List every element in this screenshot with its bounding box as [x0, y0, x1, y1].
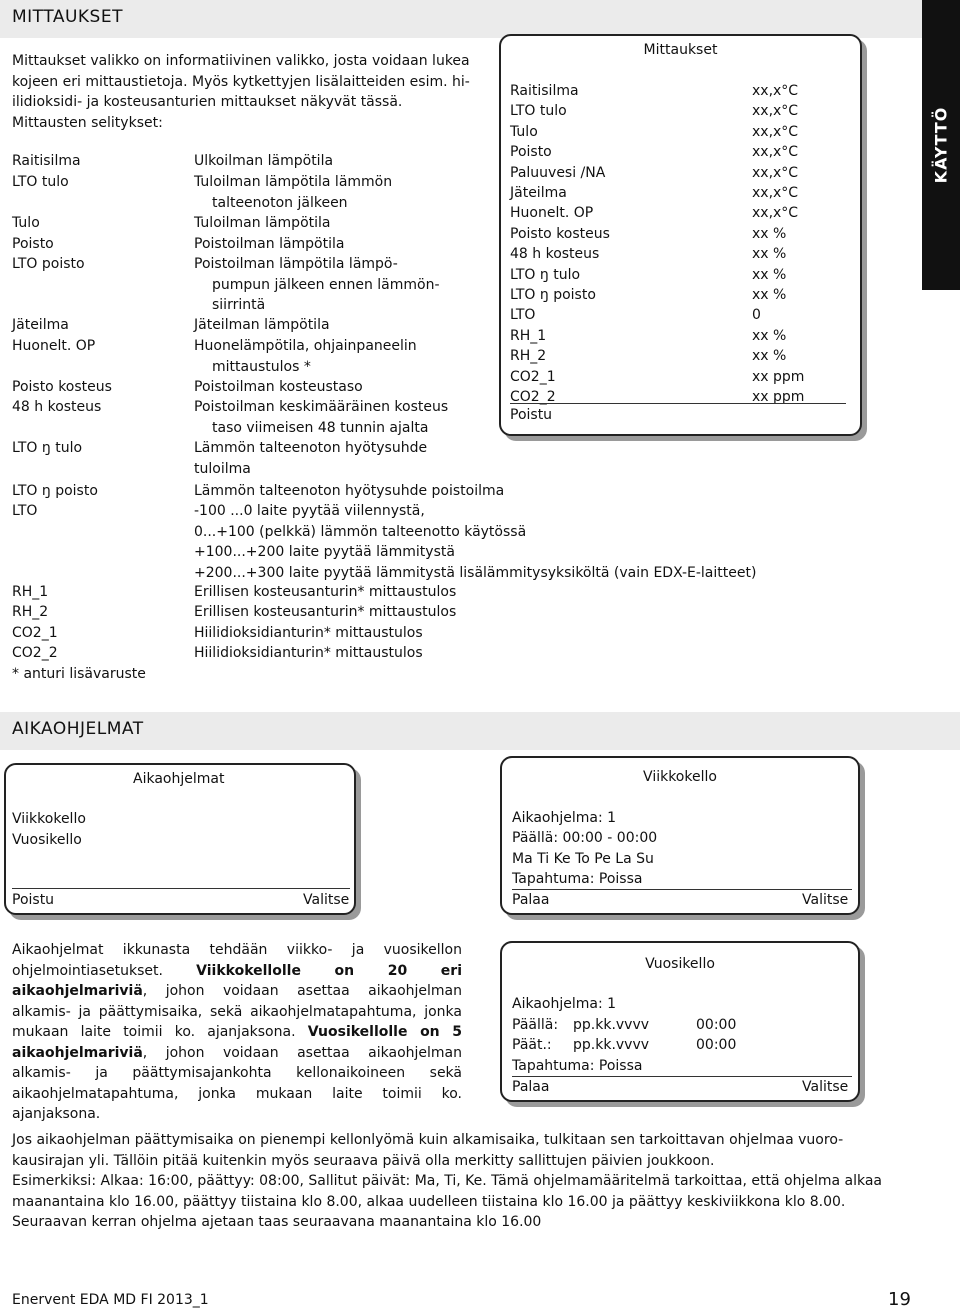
- measurement-label: Poisto: [510, 144, 552, 161]
- definition-desc: Erillisen kosteusanturin* mittaustulos: [194, 584, 457, 600]
- back-button[interactable]: Palaa: [512, 1079, 550, 1095]
- definition-desc: taso viimeisen 48 tunnin ajalta: [212, 419, 429, 436]
- definition-desc: siirrintä: [212, 297, 266, 313]
- footer-doc-id: Enervent EDA MD FI 2013_1: [12, 1292, 209, 1308]
- definition-desc: Poistoilman lämpötila lämpö-: [194, 256, 398, 272]
- definition-desc: Poistoilman keskimääräinen kosteus: [194, 399, 449, 415]
- definition-term: Huonelt. OP: [12, 338, 96, 354]
- screen-title: Vuosikello: [645, 956, 715, 972]
- measurement-value: xx %: [752, 225, 787, 242]
- desc-bold: Vuosikellolle on 5 aikaohjelmariviä: [12, 1024, 462, 1061]
- select-button[interactable]: Valitse: [303, 892, 350, 908]
- measurement-label: Huonelt. OP: [510, 205, 594, 222]
- measurement-label: 48 h kosteus: [510, 246, 600, 263]
- screen-divider: [512, 889, 852, 890]
- intro-line: Mittaukset valikko on informatiivinen valikko, josta voidaan lukea: [12, 53, 470, 69]
- screen-exit-button[interactable]: Poistu: [510, 407, 553, 423]
- definition-desc: mittaustulos *: [212, 358, 311, 375]
- screen-divider: [12, 888, 350, 889]
- exit-button[interactable]: Poistu: [12, 892, 55, 908]
- measurement-label: Jäteilma: [510, 185, 567, 201]
- definition-term: Poisto kosteus: [12, 379, 112, 395]
- measurement-value: xx %: [752, 327, 787, 344]
- off-label: Päät.:: [512, 1037, 552, 1053]
- definition-desc: Tuloilman lämpötila lämmön: [194, 174, 393, 190]
- definition-desc: talteenoton jälkeen: [212, 194, 348, 211]
- definition-desc: Erillisen kosteusanturin* mittaustulos: [194, 604, 457, 620]
- measurement-value: xx,x°C: [752, 83, 799, 99]
- measurement-value: xx,x°C: [752, 144, 799, 161]
- intro-line: kojeen eri mittaustietoja. Myös kytkettyjen lisälaitteiden esim. hi-: [12, 73, 470, 90]
- explanation-line: Esimerkiksi: Alkaa: 16:00, päättyy: 08:00, Sallitut päivät: Ma, Ti, Ke. Tämä ohjelmamääritelmä tarkoittaa, että ohjelma alkaa: [12, 1173, 883, 1189]
- weekdays-line[interactable]: Ma Ti Ke To Pe La Su: [512, 851, 654, 867]
- off-date[interactable]: pp.kk.vvvv: [573, 1037, 650, 1053]
- definition-desc: Ulkoilman lämpötila: [194, 153, 334, 169]
- measurement-value: xx %: [752, 246, 787, 263]
- footnote: * anturi lisävaruste: [12, 666, 146, 682]
- definition-desc: Lämmön talteenoton hyötysuhde poistoilma: [194, 483, 505, 499]
- menu-item-vuosikello[interactable]: Vuosikello: [12, 832, 82, 848]
- measurement-label: RH_1: [510, 327, 547, 344]
- measurement-label: LTO: [510, 307, 536, 324]
- definition-term: Poisto: [12, 236, 54, 252]
- program-line: Aikaohjelma: 1: [512, 810, 617, 826]
- mittaukset-intro: [12, 51, 470, 133]
- measurement-value: xx,x°C: [752, 123, 799, 140]
- off-time[interactable]: 00:00: [696, 1037, 737, 1053]
- screen-title: Viikkokello: [643, 769, 717, 785]
- select-button[interactable]: Valitse: [802, 1079, 849, 1095]
- definition-desc: Huonelämpötila, ohjainpaneelin: [194, 338, 417, 354]
- measurement-label: CO2_1: [510, 368, 556, 385]
- screen-divider: [510, 403, 846, 404]
- measurement-value: 0: [752, 307, 761, 324]
- definition-desc: tuloilma: [194, 460, 251, 477]
- definition-term: 48 h kosteus: [12, 399, 102, 415]
- measurement-label: LTO ŋ tulo: [510, 266, 581, 283]
- measurement-label: Poisto kosteus: [510, 225, 610, 242]
- measurement-value: xx,x°C: [752, 103, 799, 120]
- measurement-value: xx,x°C: [752, 185, 799, 201]
- screen-title: Mittaukset: [643, 42, 718, 58]
- definition-desc: Lämmön talteenoton hyötysuhde: [194, 440, 428, 456]
- measurement-label: RH_2: [510, 348, 547, 365]
- definition-term: RH_2: [12, 604, 49, 620]
- on-label: Päällä:: [512, 1017, 559, 1033]
- measurement-value: xx %: [752, 348, 787, 365]
- legend-heading: Mittausten selitykset:: [12, 114, 163, 131]
- program-line: Aikaohjelma: 1: [512, 996, 617, 1012]
- select-button[interactable]: Valitse: [802, 892, 849, 908]
- on-date[interactable]: pp.kk.vvvv: [573, 1017, 650, 1033]
- desc-text: , johon voidaan asettaa aikaohjelman alkamis- ja päättymisaika, sekä aikaohjelmatapahtuma, jonka mukaan laite toimii ko. ajanjaksona.: [12, 983, 462, 1040]
- explanation-line: maanantaina klo 16.00, päättyy tiistaina klo 8.00, alkaa uudelleen tiistaina klo 16.00 ja päättyy keskiviikkona klo 8.00.: [12, 1193, 846, 1210]
- mittaukset-section-header: [0, 0, 960, 38]
- definition-desc: 0...+100 (pelkkä) lämmön talteenotto käytössä: [194, 523, 527, 540]
- measurement-value: xx ppm: [752, 389, 805, 405]
- measurement-label: LTO tulo: [510, 103, 567, 120]
- definition-desc: -100 ...0 laite pyytää viilennystä,: [194, 503, 425, 519]
- overnight-explanation: [12, 1130, 882, 1233]
- screen-title: Aikaohjelmat: [133, 771, 225, 787]
- measurement-label: CO2_2: [510, 389, 556, 405]
- definition-desc: +200...+300 laite pyytää lämmitystä lisälämmitysyksiköltä (vain EDX-E-laitteet): [194, 564, 757, 581]
- definition-term: LTO: [12, 503, 38, 519]
- kaytto-side-tab: [922, 0, 960, 290]
- mittaukset-title: MITTAUKSET: [12, 7, 123, 27]
- on-time[interactable]: 00:00: [696, 1017, 737, 1033]
- definition-term: LTO tulo: [12, 174, 69, 190]
- definition-desc: Hiilidioksidianturin* mittaustulos: [194, 645, 423, 661]
- definition-desc: Tuloilman lämpötila: [194, 215, 331, 231]
- definition-term: CO2_2: [12, 645, 58, 661]
- definition-desc: Poistoilman kosteustaso: [194, 379, 363, 395]
- screen-divider: [512, 1076, 852, 1077]
- measurement-value: xx,x°C: [752, 164, 799, 181]
- definition-term: RH_1: [12, 584, 49, 600]
- page-number: 19: [888, 1289, 911, 1310]
- explanation-line: Jos aikaohjelman päättymisaika on pienempi kellonlyömä kuin alkamisaika, tulkitaan sen tarkoittavan ohjelmaa vuoro-: [12, 1132, 844, 1148]
- definition-term: LTO poisto: [12, 256, 85, 272]
- viikkokello-screen: [500, 756, 860, 915]
- definition-term: Jäteilma: [12, 317, 69, 333]
- measurement-value: xx,x°C: [752, 205, 799, 222]
- definition-desc: Poistoilman lämpötila: [194, 236, 345, 252]
- vuosikello-screen: [500, 941, 860, 1102]
- definition-desc: Hiilidioksidianturin* mittaustulos: [194, 625, 423, 641]
- event-line[interactable]: Tapahtuma: Poissa: [512, 871, 643, 887]
- definition-desc: +100...+200 laite pyytää lämmitystä: [194, 544, 455, 560]
- definition-term: CO2_1: [12, 625, 58, 641]
- definition-desc: pumpun jälkeen ennen lämmön-: [212, 276, 440, 293]
- on-time-line[interactable]: Päällä: 00:00 - 00:00: [512, 830, 658, 846]
- measurement-value: xx ppm: [752, 368, 805, 385]
- explanation-line: Seuraavan kerran ohjelma ajetaan taas seuraavana maanantaina klo 16.00: [12, 1214, 542, 1230]
- menu-item-viikkokello[interactable]: Viikkokello: [12, 811, 86, 827]
- desc-text: Aikaohjelmat ikkunasta tehdään viikko- ja vuosikellon ohjelmointiasetukset.: [12, 942, 462, 979]
- definition-term: LTO ŋ poisto: [12, 483, 98, 499]
- aikaohjelmat-description: [12, 940, 462, 1125]
- aikaohjelmat-section-header: [0, 712, 960, 750]
- desc-text: , johon voidaan asettaa aikaohjelman alkamis- ja päättymisajankohta kellonaikoineen sekä aikaohjelmatapahtuma, jonka mukaan laite toimii ko. ajanjaksona.: [12, 1044, 462, 1122]
- definition-desc: Jäteilman lämpötila: [194, 317, 330, 333]
- measurement-value: xx %: [752, 266, 787, 283]
- event-line[interactable]: Tapahtuma: Poissa: [512, 1058, 643, 1074]
- aikaohjelmat-screen: [4, 763, 356, 915]
- intro-line: ilidioksidi- ja kosteusanturien mittaukset näkyvät tässä.: [12, 94, 403, 110]
- measurement-label: LTO ŋ poisto: [510, 287, 596, 303]
- aikaohjelmat-title: AIKAOHJELMAT: [12, 719, 144, 739]
- explanation-line: kausirajan yli. Tällöin pitää kuitenkin myös seuraava päivä olla merkitty sallittujen päivien joukkoon.: [12, 1152, 715, 1169]
- desc-bold: Viikkokellolle on 20 eri aikaohjelmariviä: [12, 962, 462, 999]
- side-tab-label: KÄYTTÖ: [931, 106, 951, 184]
- definition-term: Raitisilma: [12, 153, 81, 169]
- definition-term: Tulo: [12, 215, 40, 231]
- measurement-label: Tulo: [510, 123, 538, 140]
- back-button[interactable]: Palaa: [512, 892, 550, 908]
- mittaukset-screen: [499, 34, 862, 436]
- measurement-value: xx %: [752, 287, 787, 303]
- definition-term: LTO ŋ tulo: [12, 440, 83, 456]
- measurement-label: Raitisilma: [510, 83, 579, 99]
- measurement-label: Paluuvesi /NA: [510, 164, 606, 181]
